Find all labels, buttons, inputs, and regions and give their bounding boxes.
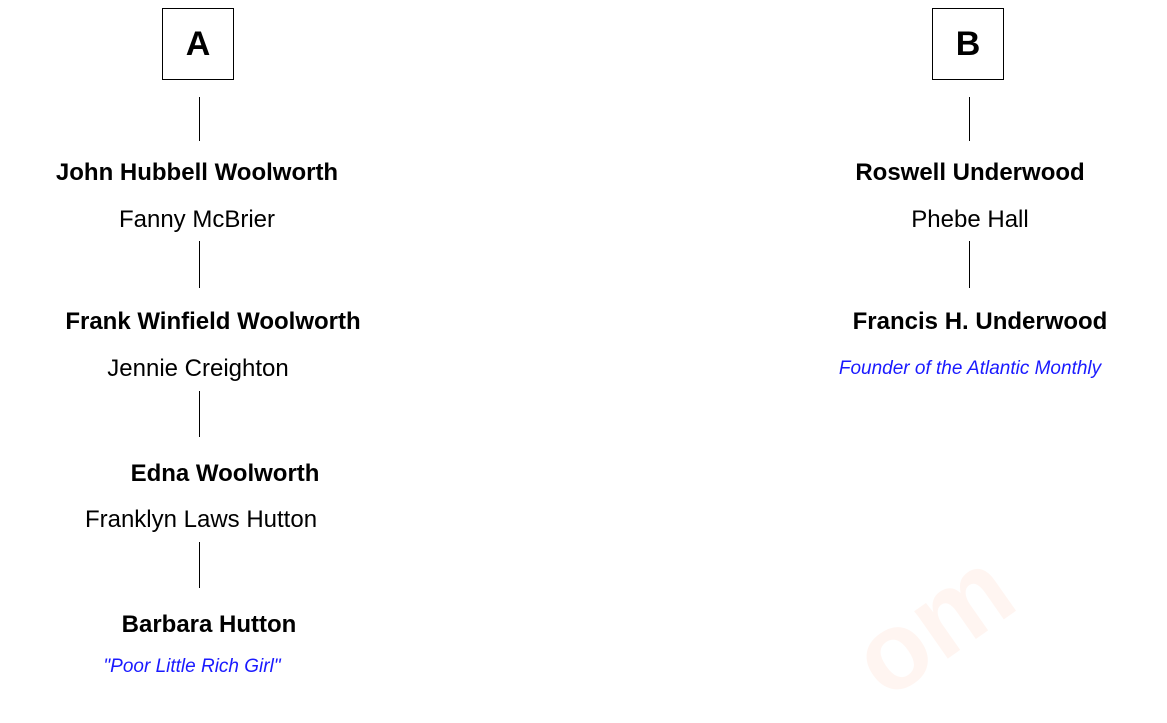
person-name: Barbara Hutton (121, 611, 297, 638)
spouse-name: Fanny McBrier (118, 206, 276, 233)
spouse-name: Jennie Creighton (107, 355, 289, 382)
connector-line (199, 241, 200, 288)
connector-line (199, 542, 200, 588)
connector-line (969, 241, 970, 288)
person-name: Roswell Underwood (855, 159, 1085, 186)
person-name: Edna Woolworth (130, 460, 320, 487)
spouse-name: Phebe Hall (911, 206, 1029, 233)
person-note: Founder of the Atlantic Monthly (838, 358, 1102, 379)
tree-b-label: B (932, 8, 1004, 80)
person-note: "Poor Little Rich Girl" (103, 656, 281, 677)
spouse-name: Franklyn Laws Hutton (84, 506, 318, 533)
watermark: om (829, 525, 1036, 722)
connector-line (969, 97, 970, 141)
connector-line (199, 391, 200, 437)
person-name: Frank Winfield Woolworth (65, 308, 361, 335)
person-name: Francis H. Underwood (852, 308, 1108, 335)
connector-line (199, 97, 200, 141)
tree-a-label: A (162, 8, 234, 80)
person-name: John Hubbell Woolworth (55, 159, 339, 186)
